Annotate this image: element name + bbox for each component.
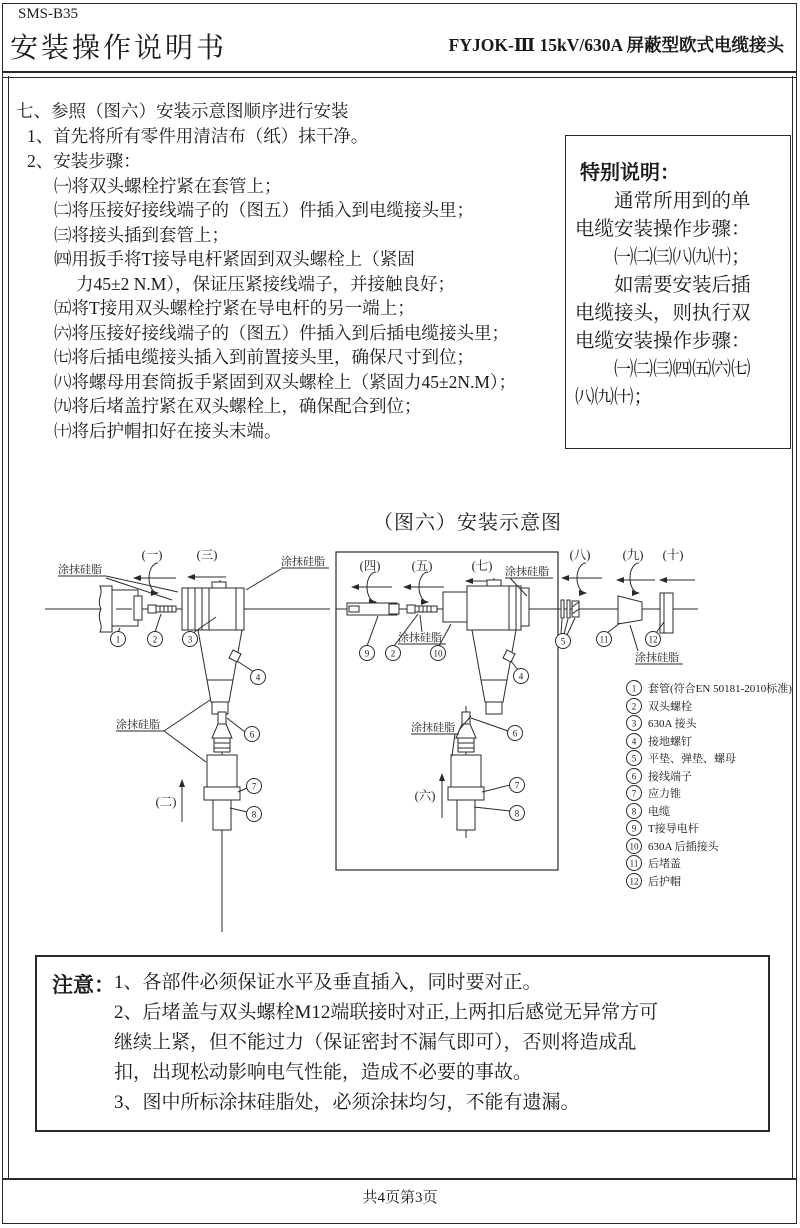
svg-text:5: 5 [560, 636, 566, 647]
svg-text:12: 12 [629, 876, 639, 887]
svg-text:9: 9 [364, 648, 370, 659]
parts-list-item [627, 804, 642, 819]
part-name: 平垫、弹垫、螺母 [648, 753, 736, 765]
special-note-box [565, 135, 791, 449]
callout-rod [360, 616, 379, 661]
instruction-item-steps: 2、安装步骤： [27, 151, 141, 171]
callout-terminal-middle [471, 718, 523, 741]
install-step: ㈣用扳手将T接导电杆紧固到双头螺栓上（紧固 [54, 249, 415, 269]
step-label-1: (一) [141, 548, 163, 562]
bushing-part [99, 586, 142, 632]
svg-text:1: 1 [115, 634, 121, 645]
figure-six-diagram [30, 540, 800, 935]
svg-text:涂抹硅脂: 涂抹硅脂 [505, 566, 549, 578]
notice-line: 3、图中所标涂抹硅脂处，必须涂抹均匀，不能有遗漏。 [114, 1092, 580, 1113]
parts-list-item [627, 856, 642, 871]
step-label-2: (二) [155, 795, 177, 809]
notice-title: 注意： [52, 973, 115, 997]
install-step: ㈤将T接用双头螺栓拧紧在导电杆的另一端上； [54, 298, 415, 318]
step-label-7: (七) [471, 559, 493, 573]
parts-list-item [627, 821, 642, 836]
page-number: 共4页第3页 [362, 1190, 438, 1206]
part-name: 电缆 [648, 806, 670, 818]
svg-text:涂抹硅脂: 涂抹硅脂 [411, 722, 455, 734]
step-label-3: (三) [196, 548, 218, 562]
svg-text:5: 5 [631, 753, 637, 764]
part-name: 后护帽 [648, 876, 681, 888]
part-name: 630A 接头 [648, 718, 697, 730]
rear-plug-cap-part [618, 596, 642, 624]
svg-text:6: 6 [631, 771, 637, 782]
callout-rear-cap [597, 623, 621, 647]
svg-text:3: 3 [187, 634, 193, 645]
callout-ground-screw [237, 661, 266, 685]
special-note-line: ㈠㈡㈢㈣㈤㈥㈦ [575, 359, 751, 380]
svg-text:2: 2 [631, 701, 637, 712]
callout-stud [148, 614, 163, 647]
svg-text:11: 11 [629, 858, 639, 869]
callout-ground-screw-middle [511, 661, 529, 684]
svg-text:9: 9 [631, 823, 637, 834]
svg-text:7: 7 [251, 781, 257, 792]
install-step: ㈩将后护帽扣好在接头末端。 [54, 421, 282, 441]
special-note-line: 如需要安装后插 [575, 275, 751, 296]
notice-line: 继续上紧，但不能过力（保证密封不漏气即可），否则将造成乱 [114, 1032, 637, 1053]
svg-text:1: 1 [631, 683, 637, 694]
svg-text:8: 8 [514, 808, 520, 819]
svg-text:7: 7 [514, 780, 520, 791]
connector-body-part [182, 582, 244, 714]
washer-nut-parts [561, 600, 579, 618]
step-label-8: (八) [569, 548, 591, 562]
part-name: 后堵盖 [648, 858, 681, 870]
step-label-4: (四) [359, 559, 381, 573]
svg-text:2: 2 [390, 648, 396, 659]
callout-cable [230, 807, 262, 822]
footer-separator [2, 1178, 796, 1180]
part-name: 应力锥 [648, 788, 681, 800]
special-note-line: ㈧㈨㈩； [575, 387, 654, 408]
rear-plug-body-part [443, 580, 529, 714]
svg-text:7: 7 [631, 788, 637, 799]
grease-label-left-right [246, 554, 329, 590]
svg-text:6: 6 [249, 729, 255, 740]
part-name: 套管(符合EN 50181-2010标准) [648, 683, 792, 695]
parts-list-item [627, 874, 642, 889]
step-label-9: (九) [622, 548, 644, 562]
notice-line: 2、后堵盖与双头螺栓M12端联接时对正,上两扣后感觉无异常方可 [114, 1002, 659, 1023]
parts-list-item [627, 716, 642, 731]
document-title: 安装操作说明书 [10, 33, 228, 64]
document-code: SMS-B35 [18, 6, 79, 22]
callout-cable-middle [474, 806, 525, 821]
install-step: ㈢将接头插到套管上； [54, 225, 229, 245]
svg-text:涂抹硅脂: 涂抹硅脂 [116, 719, 160, 731]
svg-text:4: 4 [518, 671, 524, 682]
parts-list-item [627, 734, 642, 749]
section-heading: 七、参照（图六）安装示意图顺序进行安装 [16, 101, 349, 121]
svg-text:8: 8 [251, 809, 257, 820]
svg-text:涂抹硅脂: 涂抹硅脂 [635, 652, 679, 664]
install-step: ㈨将后堵盖拧紧在双头螺栓上，确保配合到位； [54, 396, 422, 416]
svg-text:12: 12 [648, 634, 658, 645]
svg-text:8: 8 [631, 806, 637, 817]
svg-text:2: 2 [152, 634, 158, 645]
callout-bushing [111, 628, 126, 647]
notice-line: 1、各部件必须保证水平及垂直插入，同时要对正。 [114, 972, 542, 993]
step-label-5: (五) [411, 559, 433, 573]
notice-line: 扣，出现松动影响电气性能，造成不必要的事故。 [114, 1062, 533, 1083]
part-name: 630A 后插接头 [648, 841, 719, 853]
svg-text:6: 6 [512, 728, 518, 739]
parts-list [627, 681, 793, 889]
parts-list-item [627, 681, 642, 696]
svg-text:3: 3 [631, 718, 637, 729]
step-label-10: (十) [662, 548, 684, 562]
svg-text:涂抹硅脂: 涂抹硅脂 [58, 564, 102, 576]
svg-text:4: 4 [255, 672, 261, 683]
diagram-centerlines [45, 578, 698, 932]
svg-text:涂抹硅脂: 涂抹硅脂 [398, 632, 442, 644]
callout-stress-cone-middle [482, 778, 525, 793]
part-name: T接导电杆 [648, 823, 699, 835]
figure-title: （图六）安装示意图 [373, 512, 562, 534]
install-step: ㈧将螺母用套筒扳手紧固到双头螺栓上（紧固力45±2N.M）； [54, 372, 517, 392]
stud-bolt-part-middle [407, 605, 437, 613]
special-note-line: 电缆接头，则执行双 [575, 303, 751, 324]
install-step: ㈡将压接好接线端子的（图五）件插入到电缆接头里； [54, 200, 474, 220]
grease-label-left-cable [116, 700, 210, 762]
grease-label-middle-stud [398, 615, 446, 644]
rear-protective-cap-part [660, 593, 673, 633]
parts-list-item [627, 769, 642, 784]
conductive-rod-part [347, 603, 399, 615]
callout-stress-cone [238, 779, 262, 794]
special-note-line: 电缆安装操作步骤： [575, 331, 751, 352]
parts-list-item [627, 699, 642, 714]
special-note-line: 通常所用到的单 [575, 191, 751, 212]
special-note-title: 特别说明： [580, 162, 680, 184]
product-name: FYJOK-Ⅲ 15kV/630A 屏蔽型欧式电缆接头 [448, 35, 784, 55]
callout-protective-cap [646, 622, 665, 647]
parts-list-item [627, 786, 642, 801]
svg-text:10: 10 [629, 841, 639, 852]
special-note-line: ㈠㈡㈢㈧㈨㈩； [575, 247, 751, 268]
install-step-cont: 力45±2 N.M），保证压紧接线端子，并接触良好； [76, 274, 456, 294]
install-step: ㈥将压接好接线端子的（图五）件插入到后插电缆接头里； [54, 323, 509, 343]
parts-list-item [627, 751, 642, 766]
step-label-6: (六) [414, 789, 436, 803]
content-border-left [8, 76, 9, 1178]
header-separator [2, 71, 796, 78]
install-step: ㈦将后插电缆接头插入到前置接头里，确保尺寸到位； [54, 347, 474, 367]
special-note-line: 电缆安装操作步骤： [575, 219, 751, 240]
svg-text:4: 4 [631, 736, 637, 747]
install-step: ㈠将双头螺栓拧紧在套管上； [54, 176, 282, 196]
instruction-item-clean: 1、首先将所有零件用清洁布（纸）抹干净。 [27, 126, 369, 146]
part-name: 接地螺钉 [648, 736, 692, 748]
notice-box [35, 955, 770, 1132]
part-name: 双头螺栓 [648, 701, 692, 713]
cable-assembly-left [204, 712, 240, 830]
svg-text:11: 11 [599, 634, 609, 645]
stud-bolt-part [148, 605, 176, 613]
parts-list-item [627, 839, 642, 854]
part-name: 接线端子 [648, 771, 692, 783]
svg-text:10: 10 [433, 648, 443, 659]
svg-text:涂抹硅脂: 涂抹硅脂 [281, 556, 325, 568]
